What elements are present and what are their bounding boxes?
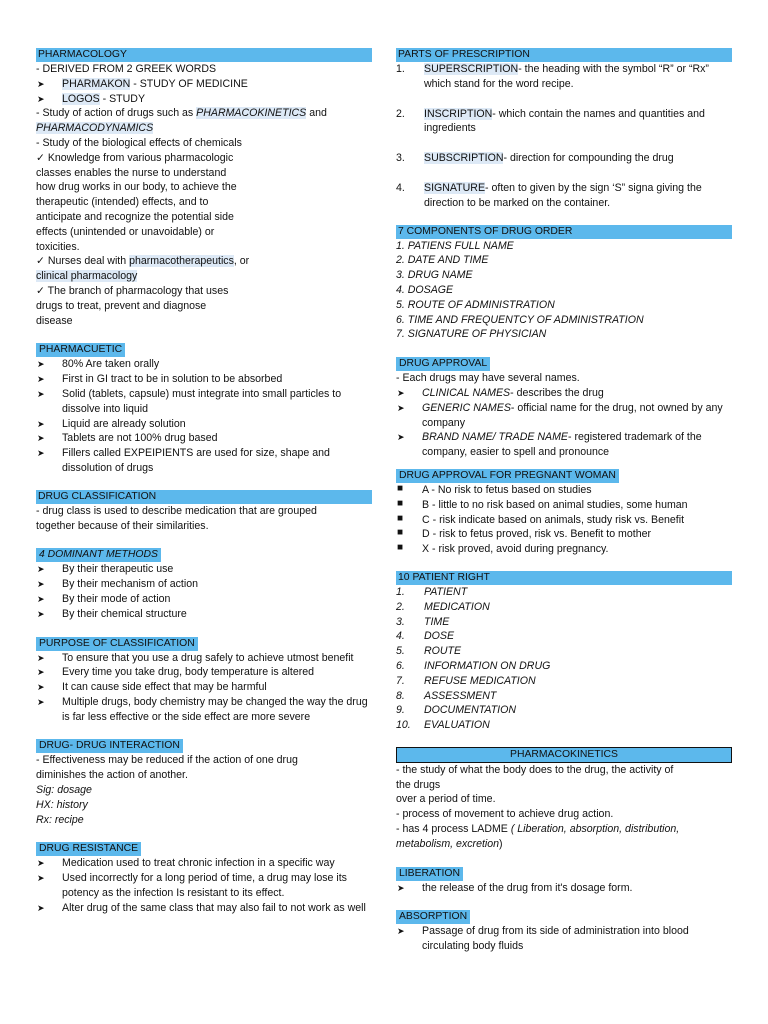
list-item: ➤ By their therapeutic use	[37, 563, 174, 576]
arrow-bullet-icon: ➤	[37, 579, 45, 590]
pharmacuetic-list	[36, 357, 372, 475]
liberation-section	[396, 866, 732, 896]
list-item: ■ X - risk proved, avoid during pregnancy.	[397, 542, 609, 556]
patient-rights-header: 10 PATIENT RIGHT	[396, 571, 732, 585]
purpose-section	[36, 636, 372, 725]
greek-words-list	[36, 77, 372, 107]
arrow-bullet-icon: ➤	[397, 432, 405, 443]
list-item: ➤ PHARMAKON - STUDY OF MEDICINE	[37, 77, 248, 90]
list-item: 1. PATIENT	[396, 585, 468, 598]
drug-order-item: 4. DOSAGE	[396, 283, 454, 296]
list-item: 9. DOCUMENTATION	[396, 704, 517, 717]
pregnant-section	[396, 468, 732, 557]
arrow-bullet-icon: ➤	[37, 418, 45, 429]
list-item: ➤ the release of the drug from it's dosage form.	[397, 881, 633, 894]
arrow-bullet-icon: ➤	[37, 359, 45, 370]
list-item: 8. ASSESSMENT	[396, 689, 497, 702]
list-item: 3. TIME	[396, 615, 450, 628]
branch-line: drugs to treat, prevent and diagnose	[36, 299, 207, 312]
pharmacokinetics-header: PHARMACOKINETICS	[396, 747, 732, 763]
pharmacokinetics-section	[396, 747, 732, 852]
list-item: ■ A - No risk to fetus based on studies	[397, 482, 592, 496]
nurses-line: ✓ Nurses deal with pharmacotherapeutics, or	[36, 255, 250, 268]
classification-line: - drug class is used to describe medication that are grouped	[36, 504, 317, 517]
square-bullet-icon: ■	[397, 512, 404, 524]
interaction-section	[36, 738, 372, 827]
pharmacology-section	[36, 48, 372, 328]
absorption-list	[396, 924, 732, 954]
list-item: ➤ Multiple drugs, body chemistry may be changed the way the drug is far less effective or the side effect are more severe	[37, 695, 368, 723]
arrow-bullet-icon: ➤	[37, 93, 45, 104]
classification-line: together because of their similarities.	[36, 519, 209, 532]
pharmacology-line: anticipate and recognize the potential side	[36, 210, 234, 223]
arrow-bullet-icon: ➤	[37, 433, 45, 444]
derived-line: - DERIVED FROM 2 GREEK WORDS	[36, 63, 217, 75]
list-item: ■ B - little to no risk based on animal studies, some human	[397, 497, 688, 511]
pk-line: - process of movement to achieve drug action.	[396, 808, 614, 821]
list-item: 3. SUBSCRIPTION- direction for compounding the drug	[396, 152, 674, 165]
branch-line: ✓ The branch of pharmacology that uses	[36, 284, 229, 297]
arrow-bullet-icon: ➤	[37, 873, 45, 884]
interaction-header: DRUG- DRUG INTERACTION	[36, 739, 183, 753]
arrow-bullet-icon: ➤	[397, 387, 405, 398]
list-item: ➤ By their mode of action	[37, 592, 171, 605]
list-item: ➤ CLINICAL NAMES- describes the drug	[397, 386, 604, 399]
square-bullet-icon: ■	[397, 542, 404, 554]
arrow-bullet-icon: ➤	[37, 608, 45, 619]
approval-section	[396, 356, 732, 460]
list-item: ➤ GENERIC NAMES- official name for the drug, not owned by any company	[397, 401, 723, 429]
left-column	[36, 48, 372, 916]
interaction-line: diminishes the action of another.	[36, 769, 188, 782]
pharmacuetic-section	[36, 342, 372, 475]
arrow-bullet-icon: ➤	[37, 652, 45, 663]
arrow-bullet-icon: ➤	[37, 682, 45, 693]
resistance-section	[36, 841, 372, 915]
prescription-header: PARTS OF PRESCRIPTION	[396, 48, 732, 62]
drug-order-header: 7 COMPONENTS OF DRUG ORDER	[396, 225, 732, 239]
pregnancy-category-list	[396, 483, 732, 557]
patient-rights-section	[396, 571, 732, 733]
pk-line: the drugs	[396, 778, 441, 791]
purpose-header: PURPOSE OF CLASSIFICATION	[36, 637, 198, 651]
classification-section	[36, 490, 372, 534]
pharmacuetic-header: PHARMACUETIC	[36, 343, 125, 357]
arrow-bullet-icon: ➤	[37, 593, 45, 604]
pharmacology-line: effects (unintended or unavoidable) or	[36, 225, 215, 238]
drug-order-section	[396, 225, 732, 343]
list-item: 1. SUPERSCRIPTION- the heading with the symbol “R” or “Rx” which stand for the word recipe.	[396, 63, 709, 90]
right-column	[396, 48, 732, 954]
resistance-list	[36, 856, 372, 915]
drug-order-item: 7. SIGNATURE OF PHYSICIAN	[396, 328, 547, 341]
pharmacology-line: how drug works in our body, to achieve the	[36, 181, 237, 194]
methods-header: 4 DOMINANT METHODS	[36, 548, 161, 562]
absorption-header: ABSORPTION	[396, 910, 470, 924]
list-item: ➤ Tablets are not 100% drug based	[37, 432, 218, 445]
list-item: 2. INSCRIPTION- which contain the names and quantities and ingredients	[396, 107, 705, 135]
list-item: ➤ 80% Are taken orally	[37, 358, 160, 371]
classification-header: DRUG CLASSIFICATION	[36, 490, 372, 504]
list-item: 10. EVALUATION	[396, 719, 490, 732]
list-item: ➤ First in GI tract to be in solution to be absorbed	[37, 373, 283, 386]
list-item: ➤ Used incorrectly for a long period of time, a drug may lose its potency as the infection Is resistant to its effect.	[37, 872, 347, 900]
pharmacology-line: toxicities.	[36, 240, 80, 253]
drug-order-item: 6. TIME AND FREQUENTCY OF ADMINISTRATION	[396, 313, 644, 326]
list-item: ➤ Every time you take drug, body temperature is altered	[37, 666, 315, 679]
list-item: ➤ Liquid are already solution	[37, 417, 186, 430]
pharmacology-line: therapeutic (intended) effects, and to	[36, 196, 209, 209]
square-bullet-icon: ■	[397, 482, 404, 494]
list-item: 5. ROUTE	[396, 645, 462, 658]
approval-header: DRUG APPROVAL	[396, 357, 490, 371]
arrow-bullet-icon: ➤	[37, 696, 45, 707]
pk-line: - the study of what the body does to the drug, the activity of	[396, 763, 674, 776]
arrow-bullet-icon: ➤	[37, 78, 45, 89]
list-item: ➤ To ensure that you use a drug safely to achieve utmost benefit	[37, 651, 354, 664]
methods-list	[36, 562, 372, 621]
list-item: ➤ Solid (tablets, capsule) must integrate into small particles to dissolve into liquid	[37, 387, 342, 415]
list-item: 6. INFORMATION ON DRUG	[396, 659, 551, 672]
arrow-bullet-icon: ➤	[37, 902, 45, 913]
patient-rights-list	[396, 585, 732, 733]
ladme-line: - has 4 process LADME ( Liberation, absorption, distribution,	[396, 823, 680, 836]
arrow-bullet-icon: ➤	[397, 882, 405, 893]
drug-order-item: 5. ROUTE OF ADMINISTRATION	[396, 298, 555, 311]
pharmacodynamics-line: PHARMACODYNAMICS	[36, 122, 154, 135]
pregnant-header: DRUG APPROVAL FOR PREGNANT WOMAN	[396, 469, 619, 483]
approval-list	[396, 386, 732, 460]
list-item: 7. REFUSE MEDICATION	[396, 674, 536, 687]
branch-line: disease	[36, 314, 73, 327]
prescription-section	[396, 48, 732, 211]
arrow-bullet-icon: ➤	[397, 402, 405, 413]
arrow-bullet-icon: ➤	[37, 374, 45, 385]
list-item: ➤ It can cause side effect that may be harmful	[37, 681, 267, 694]
arrow-bullet-icon: ➤	[37, 388, 45, 399]
prescription-list	[396, 62, 732, 211]
list-item: ➤ LOGOS - STUDY	[37, 92, 146, 105]
pharmacology-line: ✓ Knowledge from various pharmacologic	[36, 151, 234, 164]
clinical-line: clinical pharmacology	[36, 270, 138, 283]
arrow-bullet-icon: ➤	[37, 448, 45, 459]
list-item: ➤ Alter drug of the same class that may also fail to not work as well	[37, 901, 366, 914]
study-action-line: - Study of action of drugs such as PHARMACOKINETICS and	[36, 107, 327, 120]
arrow-bullet-icon: ➤	[37, 858, 45, 869]
list-item: ➤ Fillers called EXPEIPIENTS are used for size, shape and dissolution of drugs	[37, 447, 330, 474]
pharmacology-header: PHARMACOLOGY	[36, 48, 372, 62]
list-item: ➤ BRAND NAME/ TRADE NAME- registered trademark of the company, easier to spell and pronounce	[397, 431, 702, 459]
list-item: ➤ By their chemical structure	[37, 607, 187, 620]
abbreviation-line: HX: history	[36, 798, 88, 811]
abbreviation-line: Sig: dosage	[36, 784, 92, 797]
square-bullet-icon: ■	[397, 527, 404, 539]
drug-order-item: 3. DRUG NAME	[396, 269, 473, 282]
square-bullet-icon: ■	[397, 497, 404, 509]
drug-order-item: 1. PATIENS FULL NAME	[396, 239, 514, 252]
list-item: 4. SIGNATURE- often to given by the sign ‘S” signa giving the direction to be marked on the container.	[396, 181, 702, 209]
ladme-line-2: metabolism, excretion)	[396, 837, 503, 850]
absorption-section	[396, 909, 732, 954]
list-item: ➤ By their mechanism of action	[37, 578, 199, 591]
abbreviation-line: Rx: recipe	[36, 813, 84, 826]
approval-intro: - Each drugs may have several names.	[396, 372, 580, 385]
pharmacology-line: - Study of the biological effects of chemicals	[36, 136, 242, 149]
list-item: ■ C - risk indicate based on animals, study risk vs. Benefit	[397, 512, 685, 526]
list-item: ➤ Medication used to treat chronic infection in a specific way	[37, 857, 335, 870]
liberation-header: LIBERATION	[396, 867, 463, 881]
resistance-header: DRUG RESISTANCE	[36, 842, 141, 856]
list-item: 4. DOSE	[396, 630, 455, 643]
pk-line: over a period of time.	[396, 793, 496, 806]
liberation-list	[396, 881, 732, 896]
pharmacology-line: classes enables the nurse to understand	[36, 166, 227, 179]
list-item: ■ D - risk to fetus proved, risk vs. Benefit to mother	[397, 527, 652, 541]
arrow-bullet-icon: ➤	[397, 926, 405, 937]
list-item: 2. MEDICATION	[396, 600, 490, 613]
arrow-bullet-icon: ➤	[37, 564, 45, 575]
methods-section	[36, 547, 372, 621]
arrow-bullet-icon: ➤	[37, 667, 45, 678]
list-item: ➤ Passage of drug from its side of administration into blood circulating body fluids	[397, 925, 689, 953]
interaction-line: - Effectiveness may be reduced if the action of one drug	[36, 754, 298, 767]
drug-order-item: 2. DATE AND TIME	[396, 254, 489, 267]
purpose-list	[36, 651, 372, 725]
